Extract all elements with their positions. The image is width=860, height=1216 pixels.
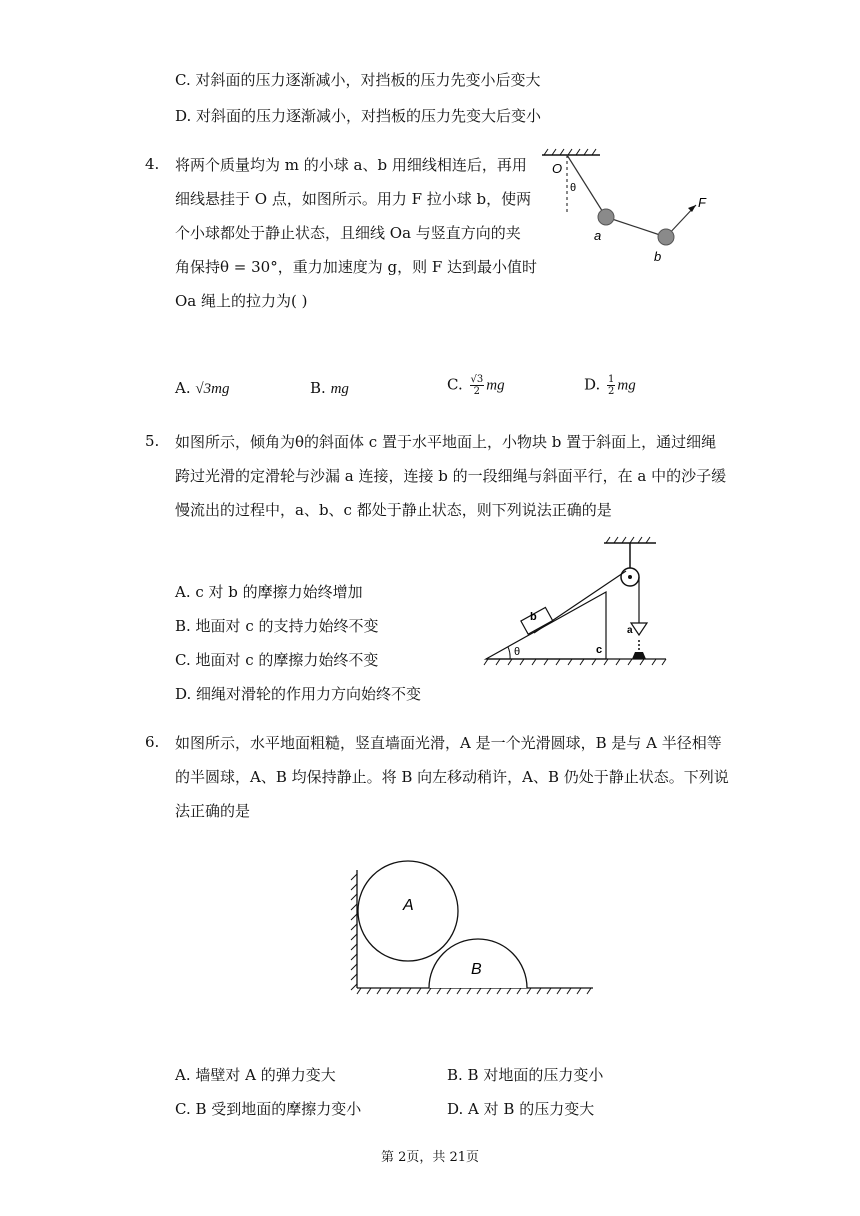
- q5-stem-line-2: 跨过光滑的定滑轮与沙漏 a 连接，连接 b 的一段细绳与斜面平行，在 a 中的沙子缓: [175, 467, 727, 485]
- q3-option-c: C. 对斜面的压力逐渐减小，对挡板的压力先变小后变大: [175, 71, 541, 89]
- ball-b: [658, 229, 674, 245]
- q4-label-F: F: [698, 195, 706, 210]
- q5-figure: [480, 535, 670, 670]
- q5-label-b: b: [530, 611, 537, 623]
- q4-stem-line-5: Oa 绳上的拉力为( ): [175, 292, 308, 310]
- q6-option-c: C. B 受到地面的摩擦力变小: [175, 1100, 362, 1118]
- q4-option-d: D. $\frac{1}{2}$ mg: [584, 374, 636, 397]
- q6-stem-line-3: 法正确的是: [175, 802, 251, 820]
- q6-label-B: B: [471, 961, 482, 978]
- q6-stem-line-1: 如图所示，水平地面粗糙，竖直墙面光滑，A 是一个光滑圆球，B 是与 A 半径相等: [175, 734, 722, 752]
- q4-figure: [530, 145, 710, 275]
- q6-option-d: D. A 对 B 的压力变大: [447, 1100, 595, 1118]
- q4-label-b: b: [654, 249, 662, 264]
- q5-option-b: B. 地面对 c 的支持力始终不变: [175, 617, 379, 635]
- q5-option-d: D. 细绳对滑轮的作用力方向始终不变: [175, 685, 422, 703]
- q4-label-O: O: [552, 161, 563, 176]
- q6-option-b: B. B 对地面的压力变小: [447, 1066, 604, 1084]
- q5-option-c: C. 地面对 c 的摩擦力始终不变: [175, 651, 379, 669]
- q4-stem-line-3: 个小球都处于静止状态，且细线 Oa 与竖直方向的夹: [175, 224, 521, 242]
- q6-number: 6.: [145, 733, 160, 751]
- q4-number: 4.: [145, 155, 160, 173]
- q4-label-a: a: [594, 228, 602, 243]
- q5-label-theta: θ: [514, 646, 521, 658]
- q5-stem-line-1: 如图所示，倾角为θ的斜面体 c 置于水平地面上，小物块 b 置于斜面上，通过细绳: [175, 433, 717, 451]
- q4-stem-line-2: 细线悬挂于 O 点，如图所示。用力 F 拉小球 b，使两: [175, 190, 532, 208]
- q6-label-A: A: [403, 897, 414, 914]
- q5-number: 5.: [145, 432, 160, 450]
- q5-label-a: a: [627, 625, 633, 636]
- page-footer: 第 2页，共 21页: [380, 1150, 480, 1165]
- q5-stem-line-3: 慢流出的过程中，a、b、c 都处于静止状态，则下列说法正确的是: [175, 501, 612, 519]
- q5-option-a: A. c 对 b 的摩擦力始终增加: [175, 583, 363, 601]
- q6-stem-line-2: 的半圆球，A、B 均保持静止。将 B 向左移动稍许，A、B 仍处于静止状态。下列说: [175, 768, 729, 786]
- ball-a: [598, 209, 614, 225]
- q4-option-b: B. mg: [310, 379, 349, 397]
- q3-option-d: D. 对斜面的压力逐渐减小，对挡板的压力先变大后变小: [175, 107, 542, 125]
- q4-stem-line-1: 将两个质量均为 m 的小球 a、b 用细线相连后，再用: [175, 156, 527, 174]
- q4-stem-line-4: 角保持θ = 30°，重力加速度为 g，则 F 达到最小值时: [175, 258, 538, 276]
- q4-option-c: C. $\frac{√3}{2}$ mg: [447, 374, 505, 397]
- q4-label-theta: θ: [570, 182, 577, 194]
- q6-option-a: A. 墙壁对 A 的弹力变大: [175, 1066, 336, 1084]
- q4-option-a: A. √3mg: [175, 379, 230, 397]
- q5-label-c: c: [596, 644, 603, 656]
- sand-hourglass-a: [631, 623, 647, 635]
- q6-figure: [345, 860, 600, 1000]
